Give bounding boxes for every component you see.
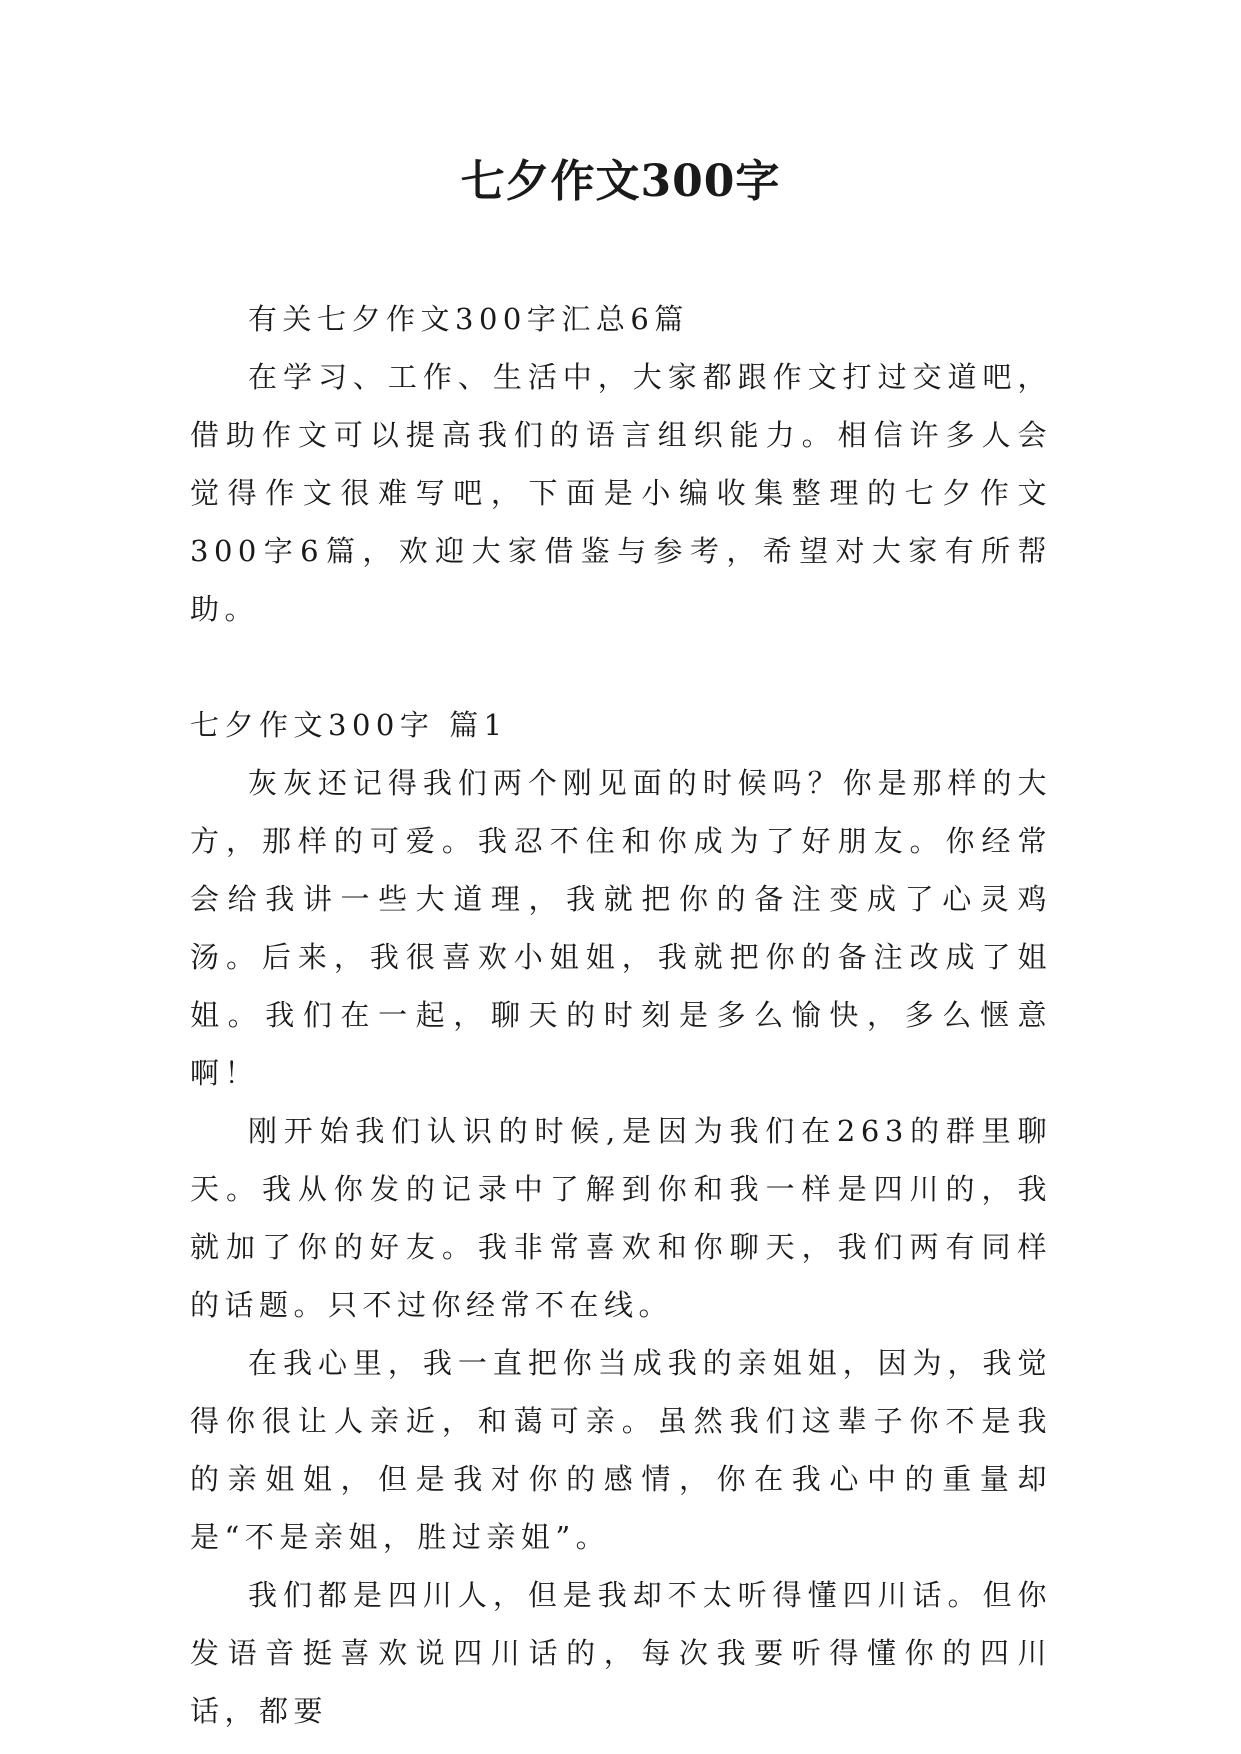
document-body [190, 290, 1052, 1740]
section-heading: 七夕作文300字 篇1 [190, 708, 508, 742]
document-title: 七夕作文300字 [460, 156, 781, 207]
body-paragraph-4: 我们都是四川人，但是我却不太听得懂四川话。但你发语音挺喜欢说四川话的，每次我要听得懂你的四川话，都要 [190, 1578, 1052, 1728]
document-subtitle: 有关七夕作文300字汇总6篇 [248, 302, 689, 336]
body-paragraph-1: 灰灰还记得我们两个刚见面的时候吗？你是那样的大方，那样的可爱。我忍不住和你成为了好朋友。你经常会给我讲一些大道理，我就把你的备注变成了心灵鸡汤。后来，我很喜欢小姐姐，我就把你的备注改成了姐姐。我们在一起，聊天的时刻是多么愉快，多么惬意啊！ [190, 766, 1052, 1090]
body-paragraph-2: 刚开始我们认识的时候,是因为我们在263的群里聊天。我从你发的记录中了解到你和我一样是四川的，我就加了你的好友。我非常喜欢和你聊天，我们两有同样的话题。只不过你经常不在线。 [190, 1114, 1052, 1322]
intro-paragraph: 在学习、工作、生活中，大家都跟作文打过交道吧，借助作文可以提高我们的语言组织能力。相信许多人会觉得作文很难写吧，下面是小编收集整理的七夕作文300字6篇，欢迎大家借鉴与参考，希望对大家有所帮助。 [190, 360, 1052, 626]
body-paragraph-3: 在我心里，我一直把你当成我的亲姐姐，因为，我觉得你很让人亲近，和蔼可亲。虽然我们这辈子你不是我的亲姐姐，但是我对你的感情，你在我心中的重量却是“不是亲姐，胜过亲姐”。 [190, 1346, 1052, 1554]
